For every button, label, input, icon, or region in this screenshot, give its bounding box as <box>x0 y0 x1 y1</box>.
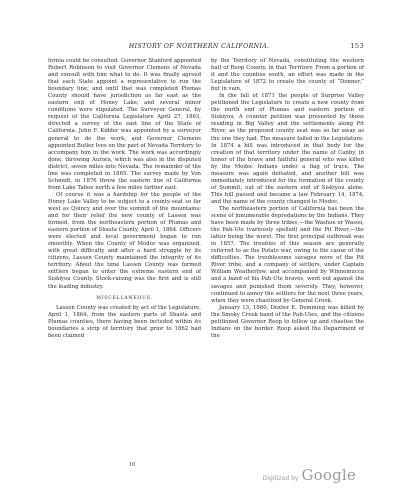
running-title: HISTORY OF NORTHERN CALIFORNIA. <box>128 43 270 50</box>
right-column <box>211 58 364 458</box>
paragraph: January 13, 1860, Dexter E. Demming was killed by the Smoky Creek band of the Pah-Utes, and the citizens petitioned Governor Roop to follow up and chastise the Indians on the border. Roop asked the Department of the <box>211 304 364 339</box>
google-logo: Google <box>301 466 356 484</box>
paragraph: Of course it was a hardship for the people of the Honey Lake Valley to be subject to a county-seat so far west as Quincy and over the summit of the mountains; and for their relief the new county of Lassen was formed, from the northeastern portion of Plumas and eastern portion of Shasta County, April 1, 1864. Officers were elected and local government began to run smoothly. When the County of Modoc was organized, with great difficulty and after a hard struggle by its citizens, Lassen County maintained the integrity of its territory. About the time Lassen County was formed settlers began to enter the extreme eastern end of Siskiyou County. Stock-raising was the first and is still the leading industry. <box>48 191 201 290</box>
paragraph: by the Territory of Nevada, constituting the western half of Roop County, in that Territory. From a portion of it and the counties south, an effort was made in the Legislature of 1872 to create the county of “Donner,” but in vain. <box>211 58 364 93</box>
paragraph: Lassen County was created by act of the Legislature, April 1, 1864, from the eastern parts of Shasta and Plumas counties, there having been included within its boundaries a strip of territory that prior to 1862 had been claimed <box>48 304 201 339</box>
text-columns <box>48 58 364 458</box>
left-column <box>48 58 201 458</box>
page-number: 153 <box>350 42 364 50</box>
running-header <box>48 42 364 54</box>
section-heading: MISCELLANEOUS. <box>96 295 153 301</box>
watermark-prefix: Digitized by <box>262 475 299 482</box>
paragraph: In the fall of 1871 the people of Surprise Valley petitioned the Legislature to create a new county from the north end of Plumas and eastern portion of Siskiyou. A counter petition was presented by those residing in Big Valley and the settlements along Pit River, as the proposed county seat was so far away as the one they had. The measure failed in the Legislature. In 1874 a bill was introduced in that body for the creation of that territory under the name of Canby, in honor of the brave and faithful general who was killed by the Modoc Indians under a flag of truce. The measure was again defeated, and another bill was immediately introduced for the formation of the county of Summit, out of the eastern end of Siskiyou alone. This bill passed and became a law February 14, 1874, and the name of the county changed to Modoc. <box>211 93 364 205</box>
google-watermark <box>263 466 356 484</box>
signature-mark: 10 <box>128 462 136 468</box>
paragraph: The northeastern portion of California has been the scene of innumerable depredations by the Indians. They have been made by three tribes,—the Washoe or Wasoo, the Pah-Ute (variously spelled) and the Pit River,—the latter being the worst. The first principal outbreak was in 1857. The troubles of this season are generally referred to as the Potato war, owing to the cause of the difficulties. The troublesome savages were of the Pit River tribe, and a company of settlers, under Captain William Weatherlow, and accompanied by Winnemucca and a band of his Pah-Ute braves, went out against the savages and punished them severely. They, however, continued to annoy the settlers for the next three years, when they were chastised by General Crook. <box>211 205 364 304</box>
paragraph: fornia could be consulted. Governor Stanford appointed Robert Robinson to visit Governor Clemens of Nevada and consult with him what to do. It was finally agreed that each State appoint a representative to run the boundary line; and until that was completed Plumas County should have jurisdiction as far east as the eastern end of Honey Lake; and several minor conditions were stipulated. The Surveyor General, by request of the California Legislature April 27, 1863, directed a survey of the east line of the State of California. John F. Kidder was appointed by a surveyor general to do the work, and Governor Clemens appointed Butler Ives on the part of Nevada Territory to accompany him in the work. The work was accordingly done, throwing Aurora, which was also in the disputed district, seven miles into Nevada. The remainder of the line was completed in 1865. The survey made by Von Schmidt, in 1876 threw the eastern line of California from Lake Tahoe north a few miles farther east. <box>48 58 201 191</box>
